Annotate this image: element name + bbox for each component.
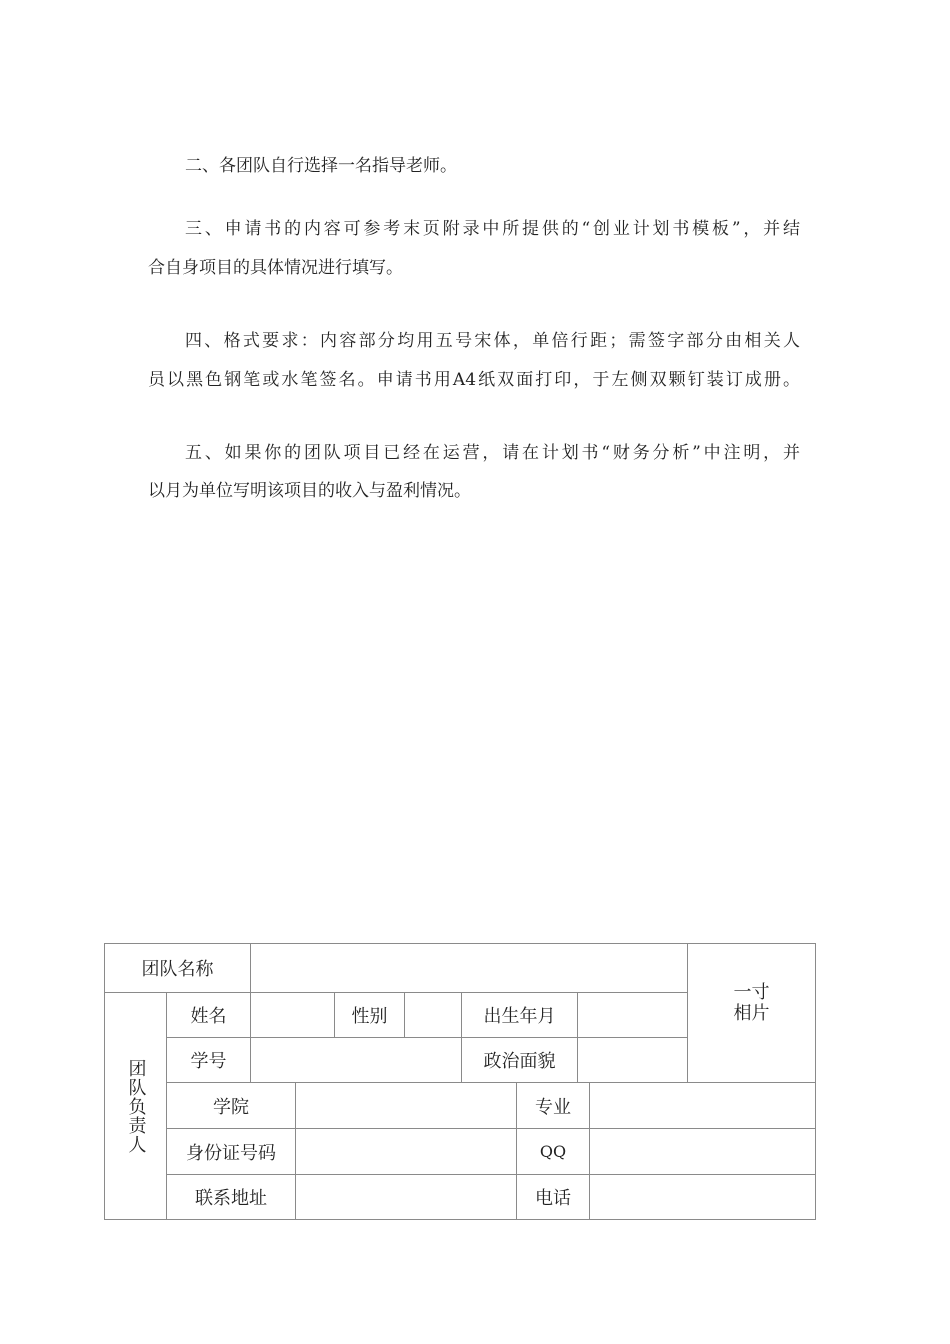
birth-label: 出生年月: [461, 992, 578, 1038]
name-field[interactable]: [250, 992, 335, 1038]
id-number-label: 身份证号码: [166, 1128, 296, 1175]
paragraph-2-line-1: 二、各团队自行选择一名指导老师。: [185, 156, 457, 176]
paragraph-5-line-2: 以月为单位写明该项目的收入与盈利情况。: [148, 481, 471, 501]
gender-field[interactable]: [404, 992, 462, 1038]
gender-label: 性别: [334, 992, 405, 1038]
team-name-label: 团队名称: [104, 943, 251, 993]
political-field[interactable]: [577, 1037, 688, 1083]
address-label: 联系地址: [166, 1174, 296, 1220]
paragraph-4-line-2: 员以黑色钢笔或水笔签名。申请书用A4纸双面打印，于左侧双颗钉装订成册。: [148, 370, 800, 390]
qq-field[interactable]: [589, 1128, 816, 1175]
qq-label: QQ: [516, 1128, 590, 1175]
college-field[interactable]: [295, 1082, 517, 1129]
photo-box: [687, 943, 816, 1083]
student-id-field[interactable]: [250, 1037, 462, 1083]
photo-label: 一寸相片: [733, 982, 770, 1024]
paragraph-4-line-1: 四、格式要求：内容部分均用五号宋体，单倍行距；需签字部分由相关人: [185, 331, 800, 351]
major-field[interactable]: [589, 1082, 816, 1129]
political-label: 政治面貌: [461, 1037, 578, 1083]
paragraph-5-line-1: 五、如果你的团队项目已经在运营，请在计划书“财务分析”中注明，并: [185, 443, 800, 463]
phone-label: 电话: [516, 1174, 590, 1220]
paragraph-3-line-1: 三、申请书的内容可参考末页附录中所提供的“创业计划书模板”，并结: [185, 219, 800, 239]
id-number-field[interactable]: [295, 1128, 517, 1175]
major-label: 专业: [516, 1082, 590, 1129]
college-label: 学院: [166, 1082, 296, 1129]
address-field[interactable]: [295, 1174, 517, 1220]
phone-field[interactable]: [589, 1174, 816, 1220]
leader-label: 团队负责人: [104, 992, 167, 1220]
birth-field[interactable]: [577, 992, 688, 1038]
name-label: 姓名: [166, 992, 251, 1038]
team-name-field[interactable]: [250, 943, 688, 993]
student-id-label: 学号: [166, 1037, 251, 1083]
paragraph-3-line-2: 合自身项目的具体情况进行填写。: [148, 258, 403, 278]
